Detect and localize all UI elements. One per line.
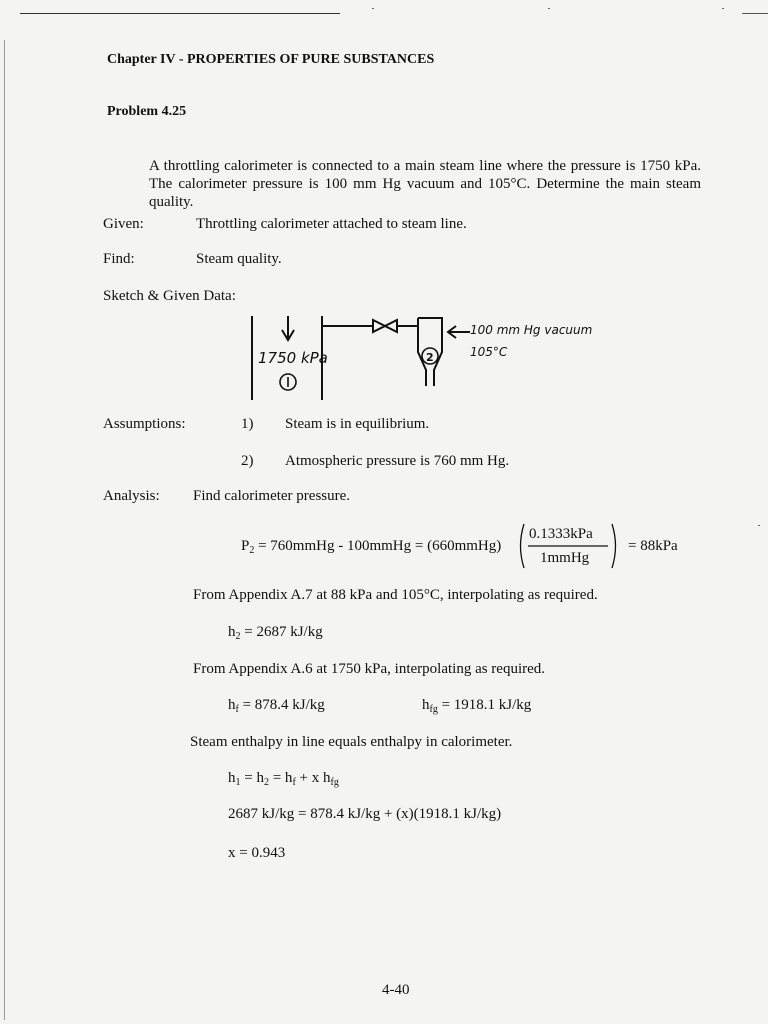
- eq-term: = h: [268, 770, 293, 786]
- calorimeter-temp-label: 105°C: [470, 345, 508, 359]
- p2-expression: = 760mmHg - 100mmHg = (660mmHg): [254, 538, 502, 554]
- calorimeter-sketch: [230, 308, 630, 408]
- find-label: Find:: [103, 251, 135, 267]
- analysis-label: Analysis:: [103, 488, 160, 504]
- h2-symbol: h: [228, 624, 236, 640]
- p2-subscript: 2: [249, 545, 255, 556]
- h2-subscript: 2: [235, 631, 241, 642]
- inlet-pressure-label: 1750 kPa: [258, 349, 328, 367]
- assumption-2-text: Atmospheric pressure is 760 mm Hg.: [285, 453, 510, 469]
- sketch-label: Sketch & Given Data:: [103, 288, 236, 304]
- page-number: 4-40: [382, 982, 410, 998]
- hf-symbol: h: [228, 697, 236, 713]
- hfg-subscript: fg: [330, 777, 339, 788]
- p2-equation: [241, 538, 501, 556]
- find-text: Steam quality.: [196, 251, 282, 267]
- hf-subscript: f: [235, 704, 239, 715]
- fraction-numerator: 0.1333kPa: [529, 526, 593, 542]
- scan-top-rule: [20, 13, 340, 14]
- p2-result: = 88kPa: [628, 538, 678, 554]
- eq-term: + x h: [295, 770, 331, 786]
- h2-equation: [228, 624, 323, 642]
- hf-subscript: f: [292, 777, 296, 788]
- problem-statement: A throttling calorimeter is connected to a main steam line where the pressure is 1750 kPa. The calorimeter pressure is 100 mm Hg vacuum and 105°C. Determine the main steam quality.: [149, 158, 701, 210]
- appendix-a7-text: From Appendix A.7 at 88 kPa and 105°C, interpolating as required.: [193, 587, 598, 603]
- fraction-denominator: 1mmHg: [540, 550, 590, 566]
- assumption-1-number: 1): [241, 416, 254, 432]
- assumption-2-number: 2): [241, 453, 254, 469]
- scan-speck: [758, 525, 760, 526]
- assumptions-label: Assumptions:: [103, 416, 186, 432]
- state-2-label: 2: [426, 351, 434, 364]
- p2-symbol: P: [241, 538, 250, 554]
- hf-equation: [228, 697, 325, 715]
- enthalpy-statement: Steam enthalpy in line equals enthalpy in calorimeter.: [190, 734, 513, 750]
- h2-value: = 2687 kJ/kg: [240, 624, 323, 640]
- analysis-intro: Find calorimeter pressure.: [193, 488, 351, 504]
- hfg-symbol: h: [422, 697, 430, 713]
- given-label: Given:: [103, 216, 144, 232]
- chapter-title: Chapter IV - PROPERTIES OF PURE SUBSTANCES: [107, 52, 435, 67]
- enthalpy-balance-equation: [228, 770, 339, 788]
- scan-speck: [548, 8, 550, 9]
- eq-term: = h: [240, 770, 264, 786]
- h1-subscript: 1: [235, 777, 241, 788]
- h1-symbol: h: [228, 770, 236, 786]
- scan-speck: [722, 8, 724, 9]
- h2-subscript: 2: [263, 777, 269, 788]
- calorimeter-pressure-label: 100 mm Hg vacuum: [470, 323, 593, 337]
- hfg-subscript: fg: [429, 704, 438, 715]
- assumption-1-text: Steam is in equilibrium.: [285, 416, 430, 432]
- quality-result: x = 0.943: [228, 845, 286, 861]
- scan-top-rule-right: [742, 13, 768, 14]
- scan-speck: [372, 8, 374, 9]
- hf-value: = 878.4 kJ/kg: [238, 697, 325, 713]
- hfg-value: = 1918.1 kJ/kg: [437, 697, 532, 713]
- unit-conversion-fraction: [516, 520, 620, 572]
- numeric-equation: 2687 kJ/kg = 878.4 kJ/kg + (x)(1918.1 kJ/kg): [228, 806, 502, 822]
- given-text: Throttling calorimeter attached to steam line.: [196, 216, 467, 232]
- problem-number: Problem 4.25: [107, 104, 187, 119]
- scan-left-edge: [4, 40, 5, 1020]
- hfg-equation: [422, 697, 531, 715]
- appendix-a6-text: From Appendix A.6 at 1750 kPa, interpolating as required.: [193, 661, 546, 677]
